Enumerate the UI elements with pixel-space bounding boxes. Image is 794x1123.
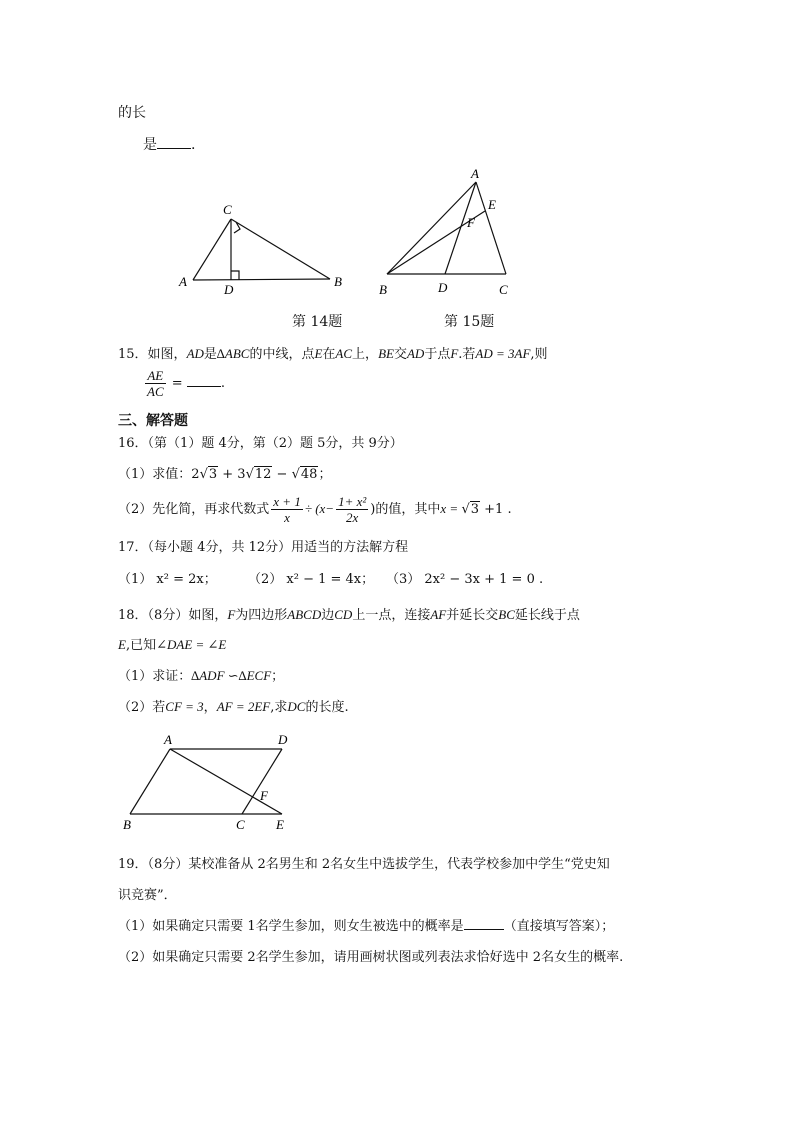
side-AB [193, 279, 330, 280]
label-D: D [224, 282, 234, 297]
side-AB [130, 749, 170, 814]
q15-text: 的中线，点 [249, 347, 315, 362]
q18-math: AF [430, 607, 447, 622]
side-AC [476, 182, 506, 274]
q15-answer-line [143, 368, 225, 399]
fraction-1 [271, 494, 303, 525]
q18-math: CF = 3 [165, 699, 204, 714]
radicand: 3 [470, 502, 480, 517]
fraction-denominator: 2x [346, 510, 359, 525]
label-D: D [278, 732, 288, 747]
math-var: x = [440, 501, 462, 516]
q15-math: AC [335, 346, 353, 361]
label-B: B [379, 282, 387, 297]
q18-text: ,求 [270, 700, 288, 715]
math-coef: 2 [191, 467, 200, 482]
fraction-denominator: AC [147, 384, 164, 399]
math-op: ÷ (x− [304, 501, 335, 516]
q15-text: 如图， [147, 347, 187, 362]
q15-math: AD [186, 346, 204, 361]
q16-part-2: （2）先化简，再求代数式 $\frac{x + 1}{x}$ ÷ (x− $\frac{\text{1+ x²}}{2x}$ )的值，其中x = √3 +1 . [118, 494, 512, 525]
q18-part-1 [118, 665, 284, 684]
continued-text: 的长 [118, 105, 146, 121]
fraction-numerator: AE [145, 368, 166, 384]
q18-part-2 [118, 696, 349, 715]
label-E: E [276, 817, 284, 832]
label-F: F [467, 215, 475, 230]
q15-number: 15． [118, 347, 148, 362]
label-A: A [471, 166, 479, 181]
punct: ； [271, 669, 285, 684]
label-B: B [334, 274, 342, 289]
q18-text: 并延长交 [446, 608, 499, 623]
side-DC [242, 749, 282, 814]
q15-text: 是 [203, 347, 217, 362]
q18-math: BC [498, 607, 515, 622]
math-op: ) [370, 502, 376, 517]
q15-math: BE [378, 346, 394, 361]
math-op: +1 . [480, 502, 512, 517]
side-AB [387, 182, 476, 274]
q15-text: 上， [352, 347, 379, 362]
radicand: 3 [208, 467, 218, 482]
figure-18 [118, 730, 303, 835]
label-C: C [223, 202, 232, 217]
part-label: （1）求值： [118, 467, 192, 482]
label-C: C [499, 282, 508, 297]
side-AC [193, 219, 231, 280]
q17-eq-2: （2） x² − 1 = 4x； [248, 572, 375, 587]
side-CB [231, 219, 330, 279]
q19-text: （1）如果确定只需要 1名学生参加，则女生被选中的概率是 [118, 919, 464, 934]
q18-math: E [118, 637, 126, 652]
question-15 [118, 343, 548, 362]
q18-math: F [227, 607, 236, 622]
q15-math: E [314, 346, 323, 361]
label-A: A [179, 274, 187, 289]
fraction-2 [336, 494, 368, 525]
q18-text: ,已知 [125, 638, 157, 653]
q18-math: ABCD [287, 607, 322, 622]
label-E: E [488, 197, 496, 212]
q18-text: 上一点，连接 [352, 608, 431, 623]
caption-14: 第 14题 [292, 314, 343, 330]
figure-15 [370, 160, 520, 300]
q15-text: 于点 [424, 347, 451, 362]
section-heading: 三、解答题 [118, 413, 188, 429]
q18-text: 为四边形 [235, 608, 288, 623]
q18-math: AF = 2EF [216, 699, 271, 714]
q15-text: 交 [393, 347, 407, 362]
right-angle-D [231, 271, 239, 280]
q18-text: 的长度. [305, 700, 349, 715]
q16-part-1: （1）求值：2√3 + 3√12 − √48； [118, 467, 332, 482]
q18-condition: ∠DAE = ∠E [156, 637, 227, 652]
fraction-denominator: x [284, 510, 290, 525]
q18-math: DC [287, 699, 306, 714]
answer-prefix: 是 [143, 137, 157, 153]
q19-text: （直接填写答案）； [503, 919, 615, 934]
q18-text: 边 [321, 608, 335, 623]
math-op: + 3 [218, 467, 246, 482]
q15-math: F [450, 346, 459, 361]
label-D: D [438, 280, 448, 295]
q17-eq-1: （1） x² = 2x； [118, 572, 217, 587]
part-label: （1）求证： [118, 669, 192, 684]
punct: ， [203, 700, 217, 715]
q18-math: ∆ADF ∽∆ECF [191, 668, 272, 683]
part-label: （2）若 [118, 700, 166, 715]
q17-eq-3: （3） 2x² − 3x + 1 = 0 . [386, 572, 544, 587]
equals-sign: = [171, 376, 183, 391]
period: . [220, 376, 225, 391]
question-16-heading: 16．（第（1）题 4分，第（2）题 5分，共 9分） [118, 436, 403, 451]
answer-suffix: . [191, 137, 196, 153]
q18-line-2 [118, 634, 226, 653]
label-C: C [236, 817, 245, 832]
label-A: A [164, 732, 172, 747]
answer-blank[interactable] [187, 386, 221, 387]
q15-text: 在 [322, 347, 336, 362]
q15-text: .若 [458, 347, 476, 362]
punct: ； [318, 467, 332, 482]
label-F: F [260, 788, 268, 803]
question-19-line-1: 19．（8分）某校准备从 2名男生和 2名女生中选拔学生，代表学校参加中学生“党史知 [118, 857, 610, 872]
q18-text: 18．（8分）如图， [118, 608, 228, 623]
q18-text: 延长线于点 [514, 608, 580, 623]
segment-AE [170, 749, 282, 814]
question-18 [118, 604, 580, 623]
answer-line [143, 134, 195, 154]
label-B: B [123, 817, 131, 832]
fraction-AE-AC [145, 368, 166, 399]
text: 的值，其中 [375, 502, 441, 517]
answer-blank[interactable] [464, 929, 504, 930]
q15-condition: AD = 3AF [475, 346, 531, 361]
q19-part-1 [118, 915, 614, 934]
radicand: 12 [254, 467, 272, 482]
radicand: 48 [300, 467, 318, 482]
caption-15: 第 15题 [444, 314, 495, 330]
q15-math: AD [406, 346, 425, 361]
part-label: （2）先化简，再求代数式 [118, 502, 270, 517]
q15-text: ,则 [530, 347, 548, 362]
answer-blank[interactable] [157, 148, 191, 149]
q15-math: ∆ABC [216, 346, 250, 361]
figure-14 [175, 198, 350, 298]
question-19-line-2: 识竞赛”． [118, 888, 177, 903]
question-17-heading: 17．（每小题 4分，共 12分）用适当的方法解方程 [118, 540, 409, 555]
q18-math: CD [334, 607, 353, 622]
math-op: − [272, 467, 292, 482]
fraction-numerator: 1+ x² [338, 494, 367, 509]
q19-part-2: （2）如果确定只需要 2名学生参加，请用画树状图或列表法求恰好选中 2名女生的概率. [118, 950, 624, 965]
fraction-numerator: x + 1 [273, 494, 301, 509]
